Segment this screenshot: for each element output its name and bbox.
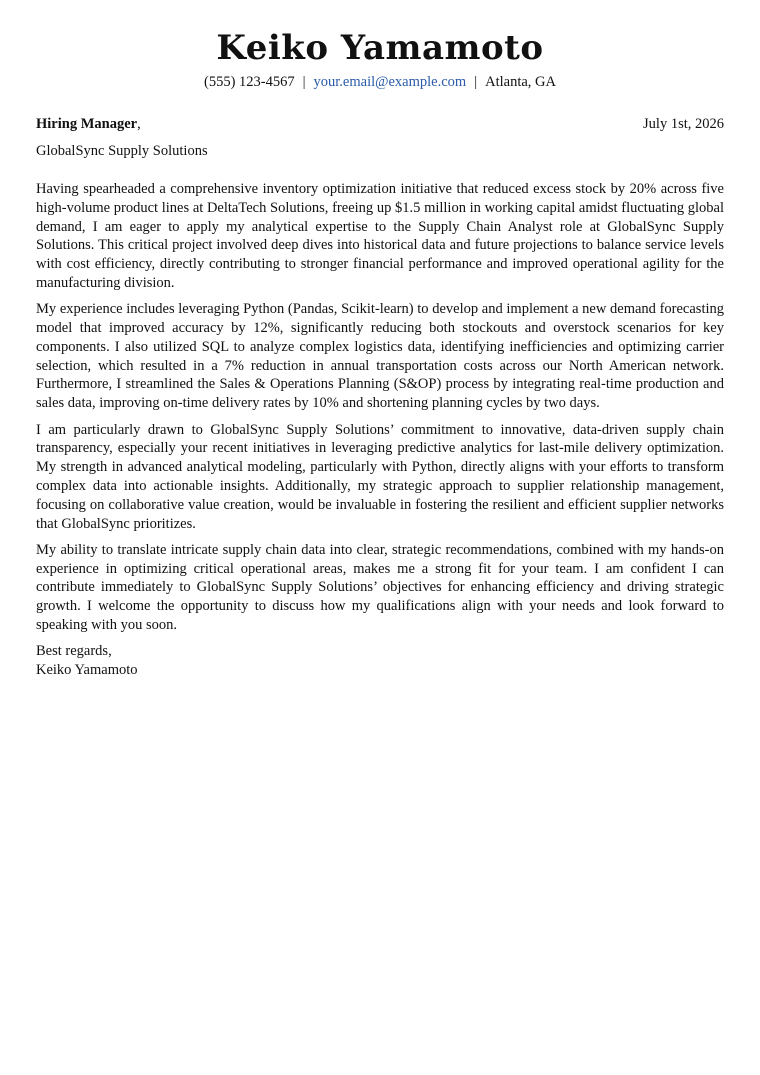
phone-number: (555) 123-4567 xyxy=(204,74,295,90)
company-name: GlobalSync Supply Solutions xyxy=(36,143,208,159)
recipient-title: Hiring Manager xyxy=(36,116,138,132)
email-link[interactable]: your.email@example.com xyxy=(313,74,467,90)
signature-name: Keiko Yamamoto xyxy=(36,662,138,679)
recipient xyxy=(36,115,141,133)
paragraph-1: Having spearheaded a comprehensive inventory optimization initiative that reduced excess stock by 20% across five high-volume product lines at DeltaTech Solutions, freeing up $1.5 million in working capital amidst fluctuating global demand, I am eager to apply my analytical expertise to the Supply Chain Analyst role at GlobalSync Supply Solutions. This critical project involved deep dives into historical data and future projections to balance service levels with cost efficiency, directly contributing to stronger financial performance and improved operational agility for the manufacturing division. xyxy=(36,181,724,291)
recipient-date-row xyxy=(36,115,724,133)
paragraph-4: My ability to translate intricate supply chain data into clear, strategic recommendations, combined with my hands-on experience in optimizing critical operational areas, makes me a strong fit for your team. I am confident I can contribute immediately to GlobalSync Supply Solutions’ objectives for enhancing efficiency and driving strategic growth. I welcome the opportunity to discuss how my qualifications align with your needs and look forward to speaking with you soon. xyxy=(36,541,724,634)
letter-body xyxy=(36,180,724,680)
recipient-suffix: , xyxy=(137,116,141,132)
contact-separator: | xyxy=(474,74,478,90)
paragraph-3: I am particularly drawn to GlobalSync Supply Solutions’ commitment to innovative, data-driven supply chain transparency, especially your recent initiatives in leveraging predictive analytics for last-mile delivery optimization. My strength in advanced analytical modeling, particularly with Python, directly aligns with your efforts to transform complex data into actionable insights. Additionally, my strategic approach to supplier relationship management, focusing on collaborative value creation, would be invaluable in fostering the resilient and efficient supplier networks that GlobalSync prioritizes. xyxy=(36,421,724,532)
location: Atlanta, GA xyxy=(485,74,556,90)
closing-block xyxy=(36,642,724,680)
contact-separator: | xyxy=(302,74,306,90)
letter-date: July 1st, 2026 xyxy=(643,116,724,132)
applicant-name: Keiko Yamamoto xyxy=(216,28,544,68)
paragraph-2: My experience includes leveraging Python (Pandas, Scikit-learn) to develop and implement a new demand forecasting model that improved accuracy by 12%, significantly reducing both stockouts and overstock scenarios for key components. I also utilized SQL to analyze complex logistics data, identifying inefficiencies and optimizing carrier selection, which resulted in a 7% reduction in annual transportation costs across our North American network. Furthermore, I streamlined the Sales & Operations Planning (S&OP) process by integrating real-time production and sales data, improving on-time delivery rates by 10% and shortening planning cycles by two days. xyxy=(36,301,724,412)
closing-salutation: Best regards, xyxy=(36,643,112,660)
contact-line xyxy=(0,73,760,91)
